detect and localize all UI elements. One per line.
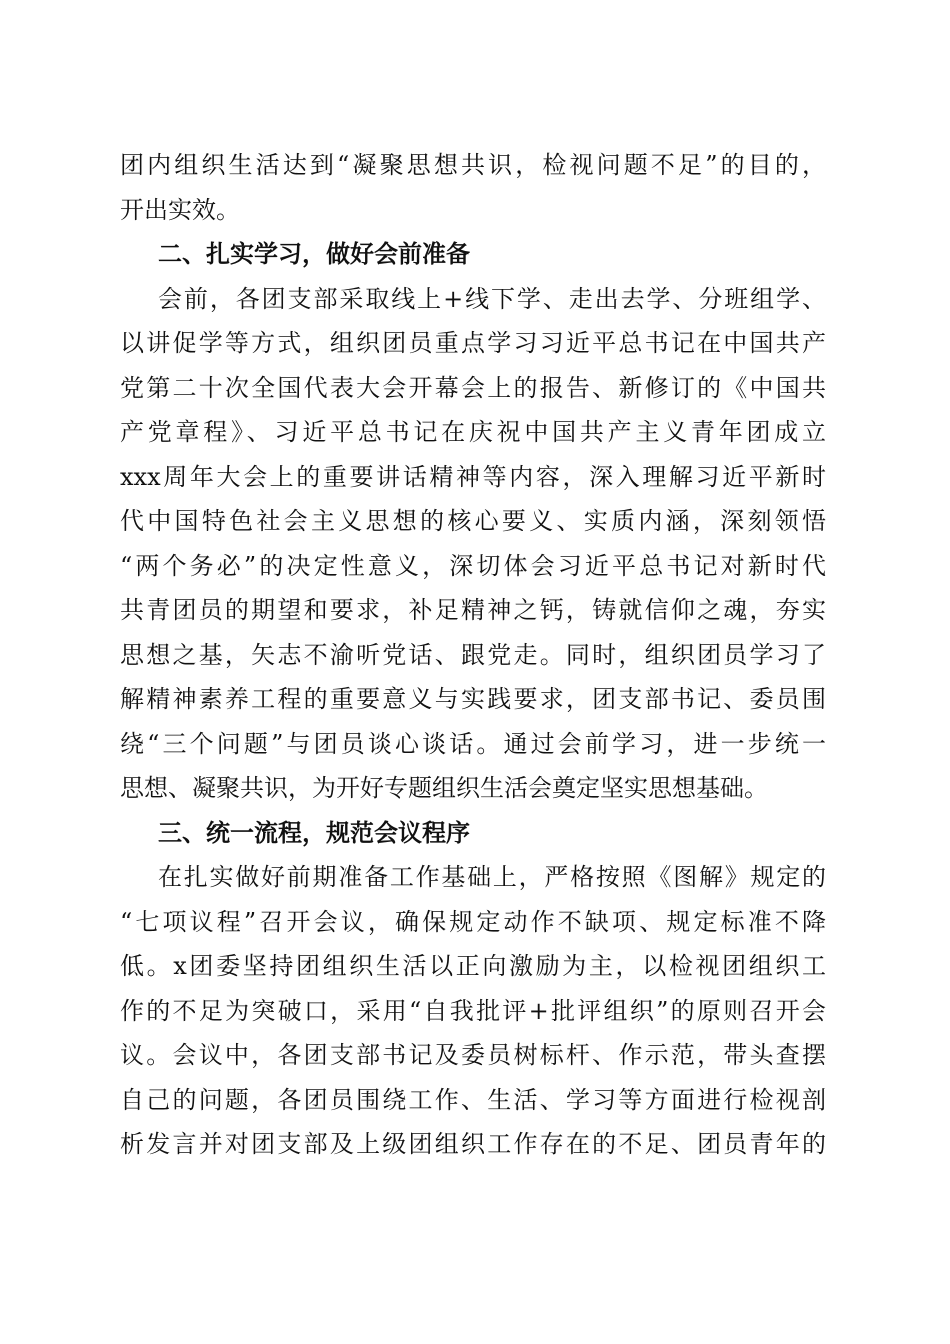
paragraph-line: xxx周年大会上的重要讲话精神等内容，深入理解习近平新时	[120, 462, 826, 491]
paragraph-line: 党第二十次全国代表大会开幕会上的报告、新修订的《中国共	[120, 373, 826, 402]
paragraph-line: 析发言并对团支部及上级团组织工作存在的不足、团员青年的	[120, 1130, 826, 1158]
paragraph-line: 会前，各团支部采取线上+线下学、走出去学、分班组学、	[158, 284, 826, 313]
paragraph-line: 自己的问题，各团员围绕工作、生活、学习等方面进行检视剖	[120, 1085, 826, 1114]
paragraph-line: 共青团员的期望和要求，补足精神之钙，铸就信仰之魂，夯实	[120, 596, 826, 624]
paragraph-line: 团内组织生活达到“凝聚思想共识，检视问题不足”的目的，	[120, 151, 826, 179]
paragraph-line: 在扎实做好前期准备工作基础上，严格按照《图解》规定的	[158, 863, 826, 891]
paragraph-line: 以讲促学等方式，组织团员重点学习习近平总书记在中国共产	[120, 329, 826, 357]
paragraph-line: 产党章程》、习近平总书记在庆祝中国共产主义青年团成立	[120, 418, 826, 446]
paragraph-line: “七项议程”召开会议，确保规定动作不缺项、规定标准不降	[120, 907, 826, 936]
paragraph-line: 思想、凝聚共识，为开好专题组织生活会奠定坚实思想基础。	[120, 774, 768, 802]
paragraph-line: 开出实效。	[120, 195, 240, 224]
paragraph-line: 解精神素养工程的重要意义与实践要求，团支部书记、委员围	[120, 685, 826, 713]
paragraph-line: 思想之基，矢志不渝听党话、跟党走。同时，组织团员学习了	[120, 640, 826, 669]
paragraph-line: 绕“三个问题”与团员谈心谈话。通过会前学习，进一步统一	[120, 729, 826, 758]
paragraph-line: 议。会议中，各团支部书记及委员树标杆、作示范，带头查摆	[120, 1041, 826, 1069]
paragraph-line: “两个务必”的决定性意义，深切体会习近平总书记对新时代	[120, 551, 826, 580]
paragraph-line: 作的不足为突破口，采用“自我批评+批评组织”的原则召开会	[120, 996, 826, 1025]
paragraph-line: 低。x团委坚持团组织生活以正向激励为主，以检视团组织工	[120, 952, 826, 980]
paragraph-line: 代中国特色社会主义思想的核心要义、实质内涵，深刻领悟	[120, 507, 826, 535]
section-heading: 二、扎实学习，做好会前准备	[158, 240, 470, 268]
section-heading: 三、统一流程，规范会议程序	[158, 818, 470, 847]
